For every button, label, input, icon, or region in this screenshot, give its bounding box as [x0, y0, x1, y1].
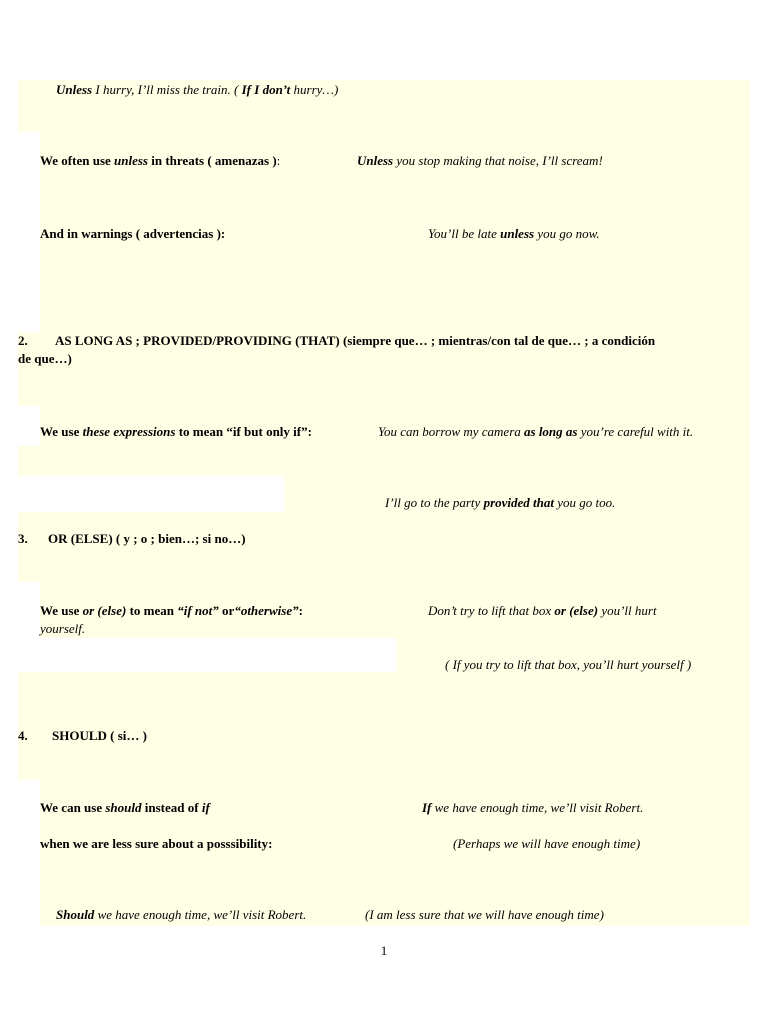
- section-heading-cont: de que…): [18, 351, 72, 366]
- keyword: or (else): [82, 603, 127, 618]
- section4-example: [56, 907, 306, 923]
- label-text: We can use: [40, 800, 106, 815]
- example-text: you’ll hurt: [598, 603, 657, 618]
- example-text: we have enough time, we’ll visit Robert.: [94, 907, 307, 922]
- example-text: Don’t try to lift that box: [428, 603, 555, 618]
- section-number: 4.: [18, 728, 28, 743]
- keyword: Should: [56, 907, 95, 922]
- example-text: I hurry, I’ll miss the train. (: [92, 82, 242, 97]
- keyword: these expressions: [82, 424, 176, 439]
- keyword: unless: [114, 153, 148, 168]
- keyword: Unless: [357, 153, 394, 168]
- keyword: if: [201, 800, 210, 815]
- section3-use-label: [40, 603, 303, 619]
- keyword: provided that: [483, 495, 554, 510]
- example-text: we have enough time, we’ll visit Robert.: [431, 800, 644, 815]
- threats-label: [40, 153, 280, 169]
- keyword: Unless: [56, 82, 93, 97]
- section4-use-label: [40, 800, 210, 816]
- label-text: :: [298, 603, 303, 618]
- section-heading: AS LONG AS ; PROVIDED/PROVIDING (THAT) (siempre que… ; mientras/con tal de que… ; a condición: [55, 333, 656, 348]
- keyword: If: [422, 800, 432, 815]
- label-text: We often use: [40, 153, 115, 168]
- section3-example: [428, 603, 657, 619]
- label-text: instead of: [141, 800, 202, 815]
- example-text: you’re careful with it.: [577, 424, 694, 439]
- example-text: You can borrow my camera: [378, 424, 525, 439]
- section3-example-cont: yourself.: [40, 621, 86, 636]
- section-number: 3.: [18, 531, 28, 546]
- section4-note: (Perhaps we will have enough time): [453, 836, 641, 851]
- label-colon: :: [276, 153, 281, 168]
- section2-use-label: [40, 424, 312, 440]
- example-text: you go too.: [554, 495, 616, 510]
- label-text: to mean “if but only if”:: [175, 424, 312, 439]
- threats-example: [357, 153, 603, 169]
- example-text: You’ll be late: [428, 226, 501, 241]
- example-text: you go now.: [534, 226, 600, 241]
- label-text: or: [218, 603, 235, 618]
- highlight-band: [18, 446, 750, 476]
- unless-intro-example: [56, 82, 338, 98]
- keyword: unless: [500, 226, 535, 241]
- section2-example: [385, 495, 615, 511]
- highlight-band: [18, 672, 750, 780]
- keyword: If I don’t: [241, 82, 291, 97]
- section4-note: (I am less sure that we will have enough time): [365, 907, 604, 922]
- highlight-band: [18, 512, 750, 582]
- section3-paraphrase: ( If you try to lift that box, you’ll hurt yourself ): [445, 657, 692, 672]
- section-heading: SHOULD ( si… ): [52, 728, 147, 743]
- keyword: or (else): [554, 603, 599, 618]
- page-number: 1: [380, 943, 388, 958]
- warnings-label: And in warnings ( advertencias ):: [40, 226, 226, 241]
- label-text: in threats ( amenazas ): [148, 153, 277, 168]
- example-text: you stop making that noise, I’ll scream!: [393, 153, 603, 168]
- section4-less-sure-label: when we are less sure about a posssibility:: [40, 836, 273, 851]
- section-number: 2.: [18, 333, 28, 348]
- section4-example: [422, 800, 643, 816]
- keyword: as long as: [524, 424, 578, 439]
- label-text: to mean: [126, 603, 178, 618]
- warnings-example: [428, 226, 600, 242]
- label-text: We use: [40, 603, 83, 618]
- section-heading: OR (ELSE) ( y ; o ; bien…; si no…): [48, 531, 246, 546]
- keyword: “if not”: [177, 603, 219, 618]
- example-text: hurry…): [290, 82, 339, 97]
- label-text: We use: [40, 424, 83, 439]
- keyword: should: [105, 800, 142, 815]
- keyword: “otherwise”: [234, 603, 299, 618]
- section2-example: [378, 424, 693, 440]
- example-text: I’ll go to the party: [385, 495, 484, 510]
